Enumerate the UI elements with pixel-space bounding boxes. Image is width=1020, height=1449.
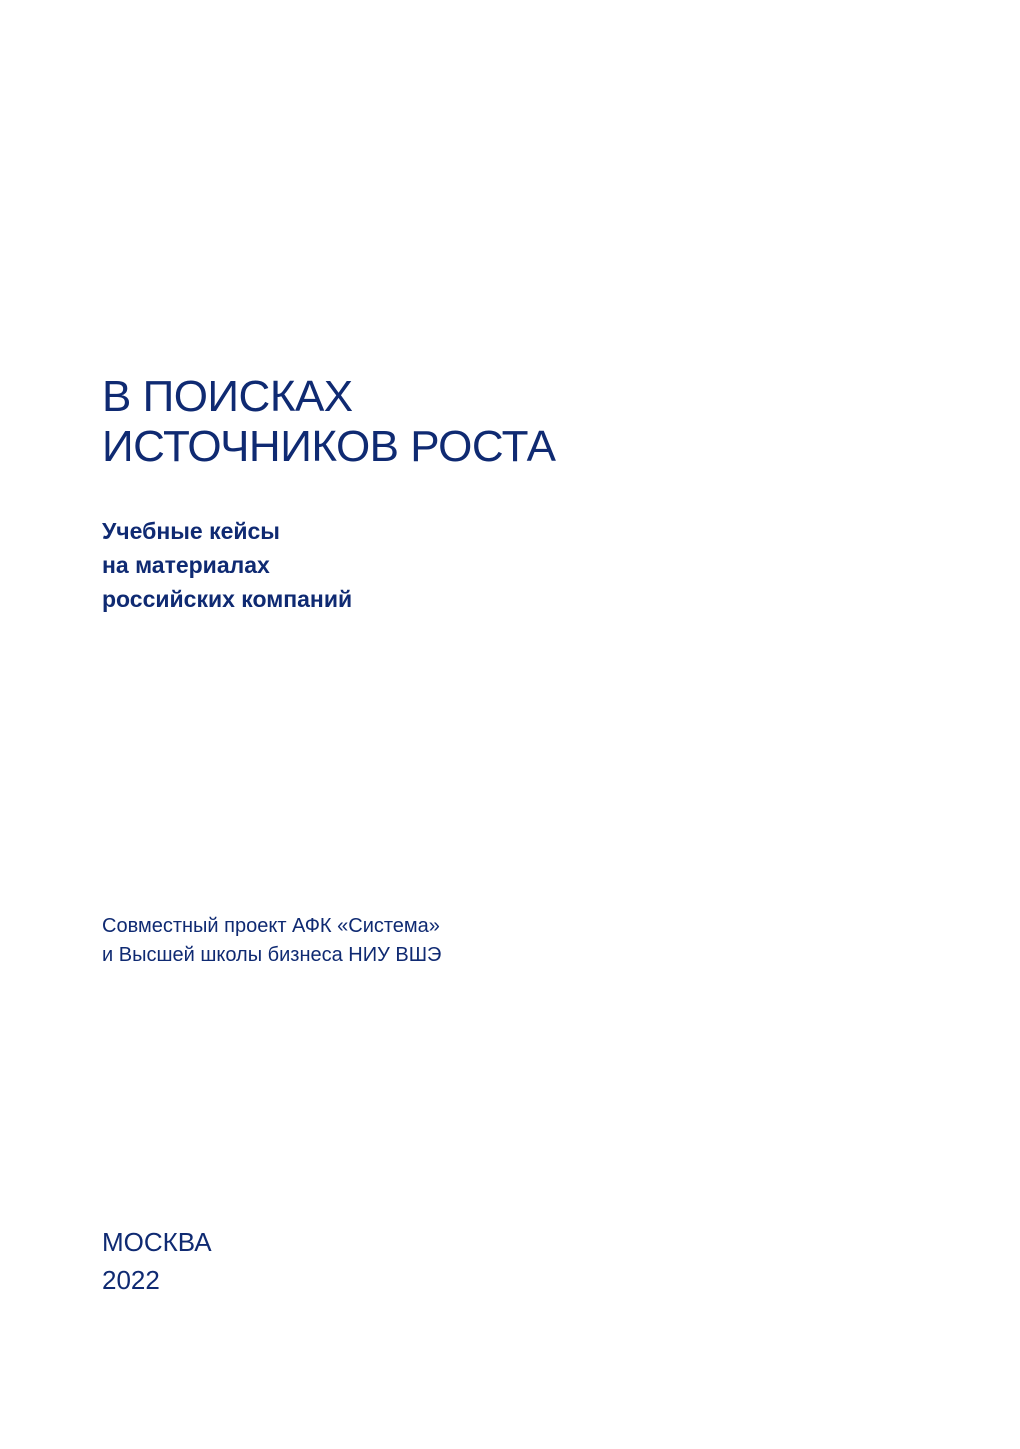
imprint-year: 2022 bbox=[102, 1265, 160, 1295]
project-line-1: Совместный проект АФК «Система» bbox=[102, 915, 440, 937]
imprint-city: МОСКВА bbox=[102, 1227, 212, 1257]
project-line-2: и Высшей школы бизнеса НИУ ВШЭ bbox=[102, 944, 442, 966]
subtitle-line-1: Учебные кейсы bbox=[102, 518, 280, 544]
project-note bbox=[102, 912, 441, 970]
title-line-1: В ПОИСКАХ bbox=[102, 372, 353, 421]
document-title bbox=[102, 372, 555, 472]
imprint bbox=[102, 1223, 212, 1299]
subtitle-line-3: российских компаний bbox=[102, 586, 353, 612]
title-line-2: ИСТОЧНИКОВ РОСТА bbox=[102, 422, 556, 471]
subtitle-line-2: на материалах bbox=[102, 552, 270, 578]
document-subtitle bbox=[102, 514, 352, 616]
